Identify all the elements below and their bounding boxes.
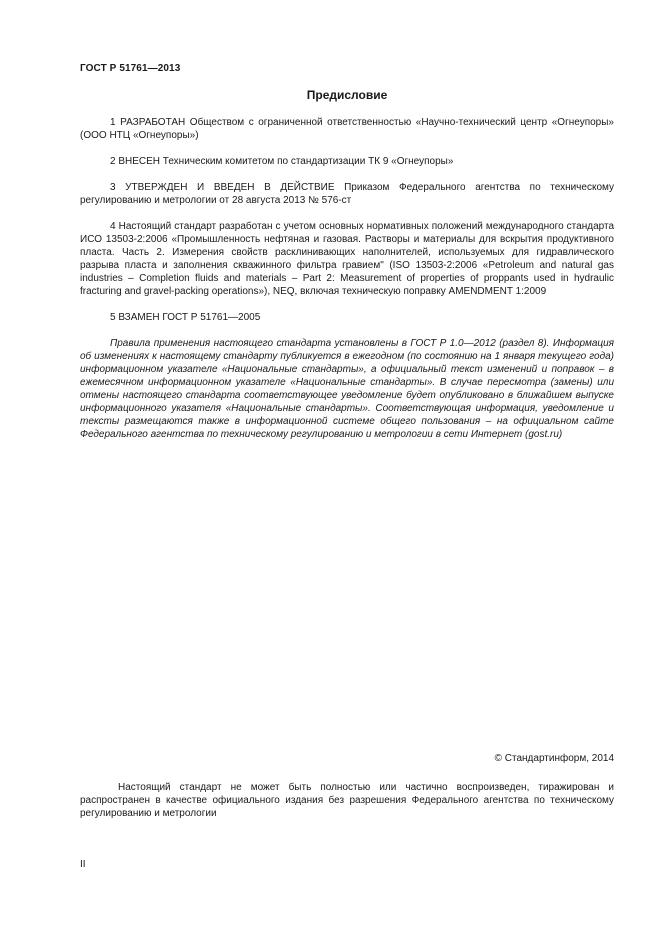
paragraph-iso-basis: 4 Настоящий стандарт разработан с учетом основных нормативных положений международного стандарта ИСО 13503-2:2006 «Промышленность нефтяная и газовая. Растворы и материалы для вскрытия продуктивного пласта. Часть 2. Измерения свойств расклинивающих наполнителей, используемых для гидравлического разрыва пласта и заполнения скважинного фильтра гравием" (ISO 13503-2:2006 «Petroleum and natural gas industries – Completion fluids and materials – Part 2: Measurement of properties of proppants used in hydraulic fracturing and gravel-packing operations»), NEQ, включая техническую поправку AMENDMENT 1:2009 — [80, 221, 614, 297]
copyright-line: © Стандартинформ, 2014 — [494, 753, 614, 764]
paragraph-approved: 3 УТВЕРЖДЕН И ВВЕДЕН В ДЕЙСТВИЕ Приказом Федерального агентства по техническому регулированию и метрологии от 28 августа 2013 № 576-ст — [80, 182, 614, 206]
page-number: II — [80, 859, 86, 870]
foreword-body — [80, 116, 614, 454]
standard-code: ГОСТ Р 51761—2013 — [80, 63, 181, 74]
reproduction-notice: Настоящий стандарт не может быть полностью или частично воспроизведен, тиражирован и распространен в качестве официального издания без разрешения Федерального агентства по техническому регулированию и метрологии — [80, 782, 614, 819]
paragraph-developed-by: 1 РАЗРАБОТАН Обществом с ограниченной ответственностью «Научно-технический центр «Огнеупоры» (ООО НТЦ «Огнеупоры») — [80, 117, 614, 141]
section-title: Предисловие — [306, 88, 388, 102]
rules-note: Правила применения настоящего стандарта установлены в ГОСТ Р 1.0—2012 (раздел 8). Информация об изменениях к настоящему стандарту публикуется в ежегодном (по состоянию на 1 января текущего года) информационном указателе «Национальные стандарты», а официальный текст изменений и поправок – в ежемесячном информационном указателе «Национальные стандарты». В случае пересмотра (замены) или отмены настоящего стандарта соответствующее уведомление будет опубликовано в ближайшем выпуске информационного указателя «Национальные стандарты». Соответствующая информация, уведомление и тексты размещаются также в информационной системе общего пользования – на официальном сайте Федерального агентства по техническому регулированию и метрологии в сети Интернет (gost.ru) — [80, 338, 614, 440]
paragraph-replaces: 5 ВЗАМЕН ГОСТ Р 51761—2005 — [110, 312, 261, 323]
paragraph-introduced-by: 2 ВНЕСЕН Техническим комитетом по стандартизации ТК 9 «Огнеупоры» — [110, 156, 454, 167]
